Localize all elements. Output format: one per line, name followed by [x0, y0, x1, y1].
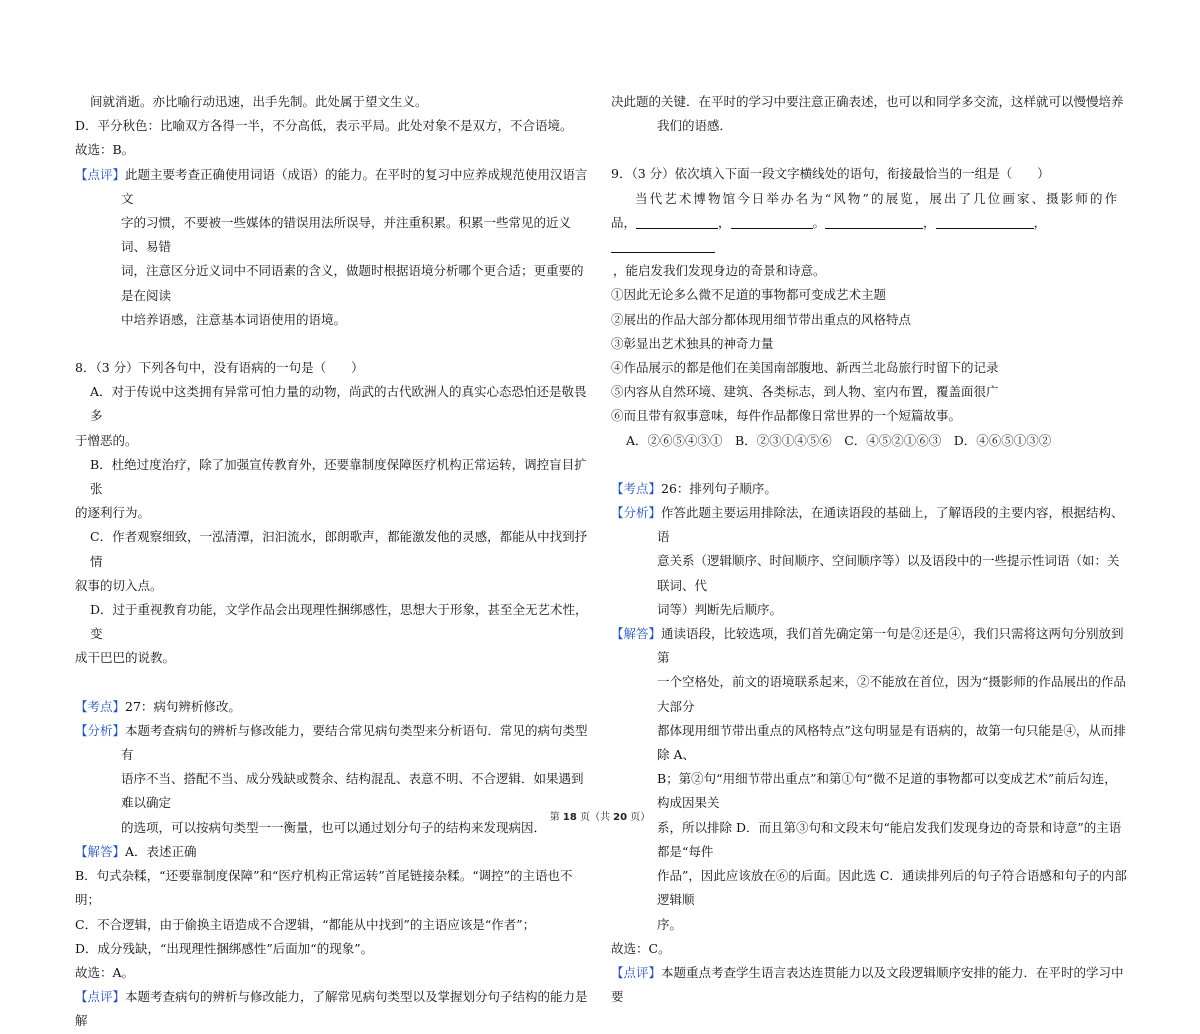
text-line: 间就消逝。亦比喻行动迅速，出手先制。此处属于望文生义。	[90, 94, 428, 109]
passage-line: 当代艺术博物馆今日举办名为“风物”的展览，展出了几位画家、摄影师的作	[635, 190, 1120, 206]
passage-text: 品，	[611, 214, 637, 230]
jieda-c: C．不合逻辑，由于偷换主语造成不合逻辑，“都能从中找到”的主语应该是“作者”；	[75, 916, 536, 932]
answer-choices: A．②⑥⑤④③① B．②③①④⑤⑥ C．④⑤②①⑥③ D．④⑥⑤①③②	[626, 432, 1052, 448]
jieda-d: D．成分残缺，“出现理性捆绑感性”后面加“的现象”。	[75, 940, 374, 956]
q8-option-b-cont: 的逐利行为。	[75, 505, 151, 521]
fenxi-text: 词等）判断先后顺序。	[657, 601, 783, 617]
kaodian-text: 27：病句辨析修改。	[125, 698, 241, 714]
fill-blank	[611, 238, 715, 253]
kaodian-line	[611, 477, 1129, 501]
fenxi-block	[611, 501, 1129, 622]
dianping-text: 字的习惯，不要被一些媒体的错误用法所误导，并注重积累。积累一些常见的近义词、易错	[121, 215, 572, 255]
option-d-explanation: D．平分秋色：比喻双方各得一半，不分高低，表示平局。此处对象不是双方，不合语境。	[75, 118, 573, 134]
q8-option-b: B．杜绝过度治疗，除了加强宣传教育外，还要靠制度保障医疗机构正常运转，调控盲目扩张	[90, 456, 587, 497]
answer-line: 故选：B。	[75, 142, 135, 158]
fenxi-tag: 【分析】	[611, 505, 662, 521]
kaodian-tag: 【考点】	[75, 698, 126, 714]
dianping-line	[75, 985, 595, 1033]
footer-text: 页）	[627, 812, 651, 823]
question-8-stem: 8．（3 分）下列各句中，没有语病的一句是（ ）	[75, 360, 364, 376]
q8-option-c-cont: 叙事的切入点。	[75, 577, 163, 593]
passage-text: ，	[718, 214, 731, 230]
dianping-text: 中培养语感，注意基本词语使用的语境。	[121, 311, 347, 327]
dianping-text: 词，注意区分近义词中不同语素的含义，做题时根据语境分析哪个更合适；更重要的是在阅读	[121, 263, 584, 303]
dianping-text: 此题主要考查正确使用词语（成语）的能力。在平时的复习中应养成规范使用汉语言文	[121, 166, 588, 206]
answer-line: 故选：A。	[75, 964, 135, 980]
jieda-text: A．表述正确	[125, 843, 197, 859]
jieda-text: 都体现用细节带出重点的风格特点”这句明显是有语病的，故第一句只能是④，从而排除 A、	[657, 722, 1126, 763]
left-column	[75, 90, 595, 1034]
option-2: ②展出的作品大部分都体现用细节带出重点的风格特点	[611, 311, 912, 327]
kaodian-tag: 【考点】	[611, 480, 662, 496]
passage-text: ，	[923, 214, 936, 230]
fill-blank	[731, 214, 813, 229]
jieda-text: B；第②句“用细节带出重点”和第①句“微不足道的事物都可以变成艺术”前后勾连，构成因果关	[657, 771, 1117, 811]
option-6: ⑥而且带有叙事意味，每件作品都像日常世界的一个短篇故事。	[611, 408, 962, 424]
question-9-stem: 9．（3 分）依次填入下面一段文字横线处的语句，衔接最恰当的一组是（ ）	[611, 166, 1050, 182]
passage-line: ，能启发我们发现身边的奇景和诗意。	[613, 263, 826, 279]
kaodian-line	[75, 695, 595, 719]
option-4: ④作品展示的都是他们在美国南部腹地、新西兰北岛旅行时留下的记录	[611, 360, 999, 376]
dianping-tag: 【点评】	[611, 964, 662, 980]
passage-blanks	[611, 211, 1129, 259]
dianping-line	[611, 961, 1129, 1009]
jieda-line	[75, 840, 595, 864]
fenxi-text: 语序不当、搭配不当、成分残缺或赘余、结构混乱、表意不明、不合逻辑．如果遇到难以确定	[121, 771, 584, 811]
option-3: ③彰显出艺术独具的神奇力量	[611, 335, 774, 351]
dianping-tag: 【点评】	[75, 166, 126, 182]
q8-option-d-cont: 成干巴巴的说教。	[75, 650, 176, 666]
text-line: 决此题的关键．在平时的学习中要注意正确表述，也可以和同学多交流，这样就可以慢慢培养	[611, 94, 1124, 109]
fill-blank	[636, 214, 718, 229]
fenxi-text: 的选项，可以按病句类型一一衡量，也可以通过划分句子的结构来发现病因．	[121, 819, 547, 835]
q8-option-a-cont: 于憎恶的。	[75, 432, 138, 448]
jieda-text: 序。	[657, 916, 683, 932]
q8-option-c: C．作者观察细致，一泓清潭，汩汩流水，郎朗歌声，都能激发他的灵感，都能从中找到抒情	[90, 529, 588, 569]
option-1: ①因此无论多么微不足道的事物都可变成艺术主题	[611, 287, 887, 303]
passage-text: 。	[812, 214, 826, 230]
right-column	[611, 90, 1129, 1009]
dianping-block	[75, 163, 595, 332]
dianping-text: 本题考查病句的辨析与修改能力，了解常见病句类型以及掌握划分句子结构的能力是解	[75, 989, 588, 1029]
footer-text: 页（共	[576, 812, 614, 823]
page-footer	[0, 808, 1200, 823]
q8-option-d: D．过于重视教育功能，文学作品会出现理性捆绑感性，思想大于形象，甚至全无艺术性，变	[90, 602, 588, 642]
jieda-b: B．句式杂糅，“还要靠制度保障”和“医疗机构正常运转”首尾链接杂糅。“调控”的主语也不明；	[75, 868, 573, 908]
footer-text: 第	[549, 812, 563, 823]
dianping-text: 本题重点考查学生语言表达连贯能力以及文段逻辑顺序安排的能力．在平时的学习中要	[611, 964, 1124, 1005]
fill-blank	[825, 214, 923, 229]
fenxi-text: 意关系（逻辑顺序、时间顺序、空间顺序等）以及语段中的一些提示性词语（如：关联词、代	[657, 553, 1120, 593]
fill-blank	[936, 214, 1034, 229]
total-pages: 20	[613, 812, 628, 823]
fenxi-text: 作答此题主要运用排除法，在通读语段的基础上，了解语段的主要内容，根据结构、语	[657, 505, 1124, 545]
passage-text: ，	[1033, 214, 1047, 230]
jieda-text: 作品”，因此应该放在⑥的后面。因此选 C．通读排列后的句子符合语感和句子的内部逻辑顺	[657, 868, 1127, 908]
answer-line: 故选：C。	[611, 940, 671, 956]
page-number: 18	[562, 812, 577, 823]
fenxi-tag: 【分析】	[75, 722, 126, 738]
text-line: 我们的语感．	[657, 118, 733, 134]
option-5: ⑤内容从自然环境、建筑、各类标志，到人物、室内布置，覆盖面很广	[611, 384, 999, 400]
jieda-text: 系，所以排除 D．而且第③句和文段末句“能启发我们发现身边的奇景和诗意”的主语都是“每件	[657, 819, 1122, 859]
jieda-text: 通读语段，比较选项，我们首先确定第一句是②还是④，我们只需将这两句分别放到第	[657, 626, 1124, 666]
dianping-tag: 【点评】	[75, 989, 126, 1005]
q8-option-a: A．对于传说中这类拥有异常可怕力量的动物，尚武的古代欧洲人的真实心态恐怕还是敬畏多	[90, 384, 587, 424]
fenxi-text: 本题考查病句的辨析与修改能力，要结合常见病句类型来分析语句．常见的病句类型有	[121, 722, 588, 763]
jieda-text: 一个空格处，前文的语境联系起来，②不能放在首位，因为“摄影师的作品展出的作品大部分	[657, 674, 1126, 714]
kaodian-text: 26：排列句子顺序。	[661, 480, 777, 496]
jieda-tag: 【解答】	[611, 626, 662, 642]
jieda-block	[611, 622, 1129, 937]
jieda-tag: 【解答】	[75, 843, 126, 859]
